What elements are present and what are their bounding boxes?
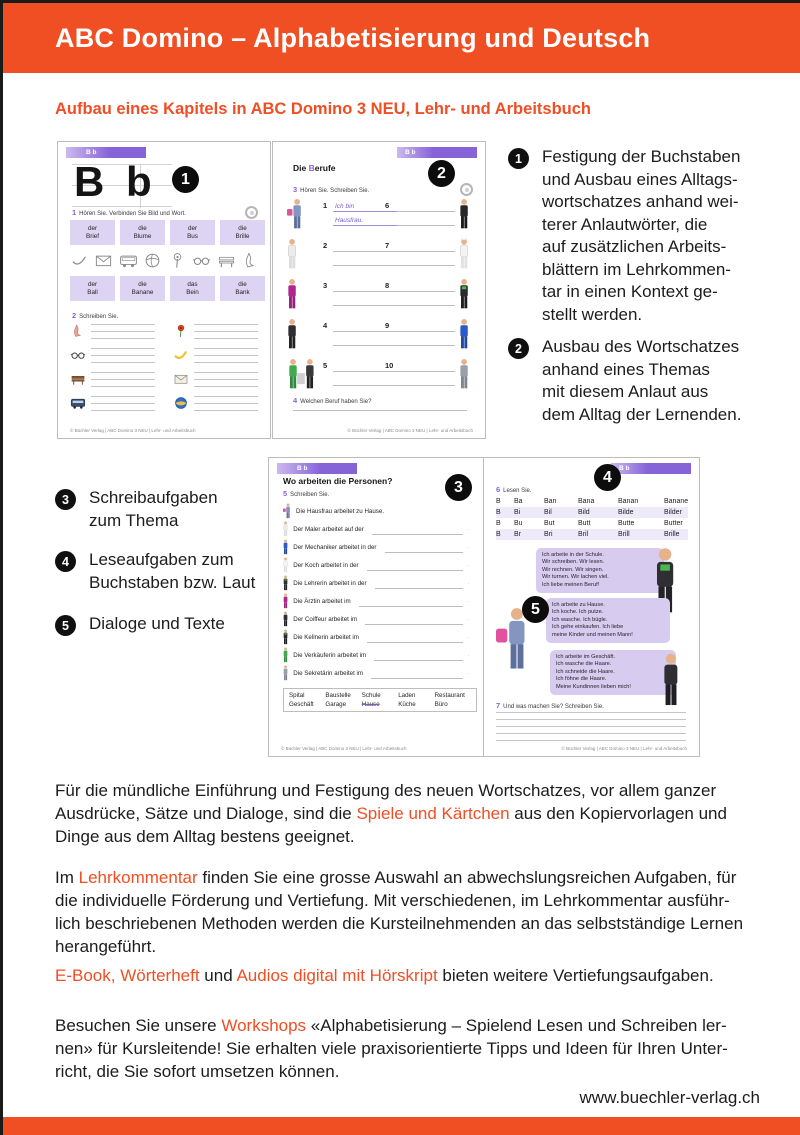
- annotation-number: 5: [55, 615, 76, 636]
- chapter-tab: B b: [611, 463, 691, 474]
- annotation-number: 4: [55, 551, 76, 572]
- coiffeur-photo: [287, 318, 298, 350]
- audio-icon: [460, 183, 473, 196]
- answer-line: [333, 385, 407, 386]
- word-bank-item: Büro: [434, 701, 448, 708]
- sentence-row: Die Kellnerin arbeitet im .: [283, 628, 469, 646]
- sentence-text: Die Ärztin arbeitet im: [293, 597, 351, 605]
- annotation-badge-3: 3: [445, 474, 472, 501]
- annotation-number: 1: [508, 148, 529, 169]
- reading-cell: Ban: [544, 498, 557, 505]
- koch-photo: [459, 238, 470, 270]
- writing-item: [70, 347, 159, 363]
- annotation-text: Dialoge und Texte: [89, 614, 225, 633]
- answer-line: [333, 331, 407, 332]
- exercise-2-label: 2 Schreiben Sie.: [72, 311, 119, 320]
- answer-line: [333, 225, 407, 226]
- paragraph-lehrkommentar: [55, 866, 770, 958]
- sheet-footer: © Büchler Verlag | ABC Domino 3 NEU | Lehr- und Arbeitsbuch: [347, 428, 473, 433]
- reading-cell: Bilder: [664, 509, 682, 516]
- letter-guide: [72, 158, 172, 208]
- word-card: die Banane: [120, 276, 165, 301]
- text-run: bieten weitere Vertiefungsaufgaben.: [437, 966, 714, 985]
- sentence-text: Die Kellnerin arbeitet im: [293, 633, 359, 641]
- header-bar: [0, 3, 800, 73]
- kellner-photo: [459, 198, 470, 230]
- sentence-row: Die Verkäuferin arbeitet im .: [283, 646, 469, 664]
- writing-lines: [91, 372, 155, 387]
- exercise-1-label: 1 Hören Sie. Verbinden Sie Bild und Wort.: [72, 208, 186, 217]
- profession-row: [273, 357, 485, 397]
- sheet-footer: © Büchler Verlag | ABC Domino 3 NEU | Lehr- und Arbeitsbuch: [561, 746, 687, 751]
- chapter-tab: B b: [66, 147, 146, 158]
- reading-cell: Bana: [578, 498, 595, 505]
- annotation-text: Schreibaufgaben zum Thema: [89, 488, 218, 530]
- verkaeuferin-photo: [283, 647, 288, 663]
- profession-row: [273, 237, 485, 277]
- sentence-row: Der Koch arbeitet in der .: [283, 556, 469, 574]
- sekretaerin-photo: [283, 665, 288, 681]
- answer-line: [397, 331, 455, 332]
- text-run: aus den Kopiervorlagen und: [509, 804, 727, 823]
- text-run: Ausdrücke, Sätze und Dialoge, sind die: [55, 804, 357, 823]
- speech-bubble: Ich arbeite im Geschäft. Ich wasche die Haare. Ich schneide die Haare. Ich föhne die Haare. Meine Kundinnen lieben mich!: [550, 650, 676, 695]
- text-run: Für die mündliche Einführung und Festigung des neuen Wortschatzes, vor allem ganzer: [55, 781, 717, 800]
- writing-item: [173, 371, 262, 387]
- reading-cell: Bilde: [618, 509, 634, 516]
- reading-cell: Brill: [618, 531, 630, 538]
- footer-bar: [0, 1117, 800, 1135]
- annotation-item-5: [55, 613, 225, 636]
- answer-line: [333, 211, 407, 212]
- text-run: nen» für Kursleitende! Sie erhalten viele praxisorientierte Tipps und Ideen für Ihren Unter-: [55, 1039, 728, 1058]
- word-bank-item: Geschäft: [289, 701, 314, 708]
- answer-line: [397, 251, 455, 252]
- word-bank: [283, 688, 477, 712]
- text-run: herangeführt.: [55, 937, 157, 956]
- reading-row: [496, 507, 688, 518]
- text-run: Besuchen Sie unsere: [55, 1016, 222, 1035]
- text-run: erufe: [314, 163, 336, 173]
- text-run: lich beschriebenen Methoden werden die Kursteilnehmenden an das selbstständige Lernen: [55, 914, 744, 933]
- highlight-text: Audios digital mit Hörskript: [236, 966, 438, 985]
- word-row-1: [70, 220, 265, 245]
- sentence-row: Die Ärztin arbeitet im .: [283, 592, 469, 610]
- answer-line: [397, 371, 455, 372]
- reading-row: [496, 496, 688, 507]
- handwritten-answer: Hausfrau.: [335, 217, 364, 224]
- reading-cell: Bi: [514, 509, 521, 516]
- flower-icon: [168, 251, 187, 270]
- annotation-text: Festigung der Buchstaben und Ausbau eines Alltags- wortschatzes anhand wei- terer Anlautwörter, die auf zusätzlichen Arbeits- blättern im Lehrkommen- tar in einen Kontext ge- stellt werden.: [542, 147, 741, 324]
- bench-icon: [70, 371, 86, 387]
- ball-icon: [173, 395, 189, 411]
- word-bank-item: Laden: [398, 692, 416, 699]
- item-number: 6: [385, 201, 390, 210]
- reading-table: [496, 496, 688, 540]
- annotation-number: 2: [508, 338, 529, 359]
- page-edge-top: [0, 0, 800, 3]
- word-card: die Brille: [220, 220, 265, 245]
- annotation-badge-2: 2: [428, 160, 455, 187]
- writing-item: [173, 347, 262, 363]
- annotation-item-2: [508, 336, 741, 426]
- flower-icon: [173, 323, 189, 339]
- reading-cell: B: [496, 509, 501, 516]
- answer-blank: [372, 524, 463, 535]
- mechaniker-photo: [459, 318, 470, 350]
- answer-line: [333, 345, 407, 346]
- paragraph-workshops: [55, 1014, 770, 1083]
- koch-photo: [283, 557, 288, 573]
- answer-line: [333, 291, 407, 292]
- word-card: der Bus: [170, 220, 215, 245]
- picture-row: [70, 250, 260, 270]
- writing-item: [70, 323, 159, 339]
- answer-line: [397, 345, 455, 346]
- annotation-number: 3: [55, 489, 76, 510]
- speech-bubble: Ich arbeite zu Hause. Ich koche. Ich putze. Ich wasche. Ich bügle. Ich gehe einkaufen. Ich liebe meine Kinder und meinen Mann!: [546, 598, 670, 643]
- writing-item: [173, 323, 262, 339]
- annotation-item-1: [508, 146, 740, 326]
- sheet-title: [293, 163, 336, 173]
- section-title: Aufbau eines Kapitels in ABC Domino 3 NEU, Lehr- und Arbeitsbuch: [55, 100, 591, 118]
- item-number: 2: [323, 241, 328, 250]
- sentence-text: Der Koch arbeitet in der: [293, 561, 359, 569]
- annotation-item-3: [55, 487, 218, 532]
- kellnerin-photo: [459, 278, 470, 310]
- writing-lines: [91, 324, 155, 339]
- maler-photo: [283, 521, 288, 537]
- sentence-text: Der Mechaniker arbeitet in der: [293, 543, 377, 551]
- sheet-footer: © Büchler Verlag | ABC Domino 3 NEU | Lehr- und Arbeitsbuch: [281, 746, 407, 751]
- profession-row: [273, 277, 485, 317]
- writing-lines: [194, 396, 258, 411]
- handwritten-answer: Ich bin: [335, 203, 355, 210]
- reading-row: [496, 529, 688, 540]
- kellnerin-photo: [283, 629, 288, 645]
- writing-lines: [91, 396, 155, 411]
- item-number: 3: [323, 281, 328, 290]
- writing-grid: [70, 323, 262, 411]
- annotation-badge-1: 1: [172, 166, 199, 193]
- writing-lines: [194, 372, 258, 387]
- writing-lines: [91, 348, 155, 363]
- page-title: ABC Domino – Alphabetisierung und Deutsch: [55, 22, 651, 53]
- worksheet-page-2: [272, 141, 486, 439]
- exercise-3-label: 3 Hören Sie. Schreiben Sie.: [293, 185, 370, 194]
- exercise-7-label: 7 Und was machen Sie? Schreiben Sie.: [496, 701, 604, 710]
- text-run: richt, die Sie sofort umsetzen können.: [55, 1062, 340, 1081]
- reading-cell: Butte: [618, 520, 635, 527]
- annotation-text: Ausbau des Wortschatzes anhand eines Themas mit diesem Anlaut aus dem Alltag der Lernenden.: [542, 337, 742, 424]
- answer-line: [397, 305, 455, 306]
- highlight-text: E-Book, Wörterheft: [55, 966, 200, 985]
- paragraph-spiele: [55, 779, 770, 848]
- answer-blank: [385, 542, 463, 553]
- answer-blank: [371, 668, 463, 679]
- reading-cell: But: [544, 520, 555, 527]
- sekretaerin-photo: [459, 358, 470, 390]
- speech-bubble: Ich arbeite in der Schule. Wir schreiben. Wir lesen. Wir rechnen. Wir singen. Wir turnen. Wir lachen viel. Ich liebe meinen Beruf!: [536, 548, 664, 593]
- word-bank-item: Baustelle: [325, 692, 351, 699]
- bench-icon: [217, 251, 236, 270]
- worksheet-page-3: [268, 457, 485, 757]
- sentence-row: [283, 502, 469, 520]
- item-number: 7: [385, 241, 390, 250]
- sentence-text: Die Verkäuferin arbeitet im: [293, 651, 367, 659]
- text-run: «Alphabetisierung – Spielend Lesen und Schreiben ler-: [306, 1016, 727, 1035]
- reading-cell: Butt: [578, 520, 591, 527]
- sentence-text: Die Sekretärin arbeitet im: [293, 669, 364, 677]
- reading-cell: Ba: [514, 498, 523, 505]
- answer-line: [397, 265, 455, 266]
- answer-line: [397, 291, 455, 292]
- answer-line: [397, 225, 455, 226]
- answer-line: [333, 305, 407, 306]
- reading-cell: B: [496, 520, 501, 527]
- sentence-rows: [283, 502, 469, 682]
- exercise-5-label: 5 Schreiben Sie.: [283, 489, 330, 498]
- reading-cell: Bril: [578, 531, 589, 538]
- profession-rows: [273, 197, 485, 397]
- text-run: finden Sie eine grosse Auswahl an abwechslungsreichen Aufgaben, für: [197, 868, 737, 887]
- word-bank-item: Schule: [361, 692, 381, 699]
- item-number: 8: [385, 281, 390, 290]
- item-number: 5: [323, 361, 328, 370]
- word-bank-item: Küche: [398, 701, 416, 708]
- chapter-tab: B b: [277, 463, 357, 474]
- reading-cell: B: [496, 498, 501, 505]
- sentence-row: Der Coiffeur arbeitet im .: [283, 610, 469, 628]
- highlight-text: B: [308, 163, 315, 173]
- aerztin-photo: [283, 593, 288, 609]
- reading-row: [496, 518, 688, 529]
- word-card: das Bein: [170, 276, 215, 301]
- word-bank-item: Spital: [289, 692, 305, 699]
- text-run: und: [199, 966, 237, 985]
- writing-lines: [496, 712, 686, 745]
- glasses-icon: [70, 347, 86, 363]
- reading-cell: Br: [514, 531, 521, 538]
- lehrerin-photo: [283, 575, 288, 591]
- sheet-footer: © Büchler Verlag | ABC Domino 3 NEU | Lehr- und Arbeitsbuch: [70, 428, 196, 433]
- exercise-4-label: 4 Welchen Beruf haben Sie?: [293, 396, 372, 405]
- banana-icon: [173, 347, 189, 363]
- highlight-text: Spiele und Kärtchen: [356, 804, 510, 823]
- website-link[interactable]: www.buechler-verlag.ch: [579, 1088, 760, 1107]
- page-edge-left: [0, 0, 3, 1135]
- answer-blank: [359, 596, 463, 607]
- word-card: der Ball: [70, 276, 115, 301]
- answer-blank: [365, 614, 462, 625]
- answer-blank: [375, 578, 463, 589]
- ball-icon: [143, 251, 162, 270]
- coiffeur-photo: [662, 652, 680, 708]
- annotation-badge-5: 5: [522, 596, 549, 623]
- reading-cell: Bild: [578, 509, 590, 516]
- word-bank-item: Garage: [325, 701, 347, 708]
- paragraph-ebook: [55, 964, 770, 987]
- sheet-title: Wo arbeiten die Personen?: [283, 476, 393, 486]
- letter-icon: [173, 371, 189, 387]
- audio-icon: [245, 206, 258, 219]
- chapter-tab: B b: [397, 147, 477, 158]
- writing-item: [173, 395, 262, 411]
- reading-cell: Bil: [544, 509, 552, 516]
- highlight-text: Workshops: [221, 1016, 307, 1035]
- reading-cell: Banan: [618, 498, 639, 505]
- sentence-row: Der Mechaniker arbeitet in der .: [283, 538, 469, 556]
- sentence-row: Die Sekretärin arbeitet im .: [283, 664, 469, 682]
- annotation-text: Leseaufgaben zum Buchstaben bzw. Laut: [89, 550, 256, 592]
- sentence-text: Der Coiffeur arbeitet im: [293, 615, 358, 623]
- banana-icon: [70, 251, 89, 270]
- annotation-item-4: [55, 549, 255, 594]
- text-run: Im: [55, 868, 79, 887]
- answer-blank: [367, 632, 463, 643]
- maler-photo: [287, 238, 298, 270]
- worksheet-page-4: [483, 457, 700, 757]
- answer-line: [333, 371, 407, 372]
- sentence-row: Die Lehrerin arbeitet in der .: [283, 574, 469, 592]
- sentence-text: Die Lehrerin arbeitet in der: [293, 579, 367, 587]
- reading-cell: Brille: [664, 531, 680, 538]
- aerztin-photo: [287, 278, 298, 310]
- hausfrau-photo: [287, 198, 303, 230]
- reading-cell: B: [496, 531, 501, 538]
- glasses-icon: [192, 251, 211, 270]
- hausfrau-photo: [283, 503, 291, 519]
- big-letters: B b: [74, 158, 157, 205]
- sentence-text: Die Hausfrau arbeitet zu Hause.: [296, 507, 385, 515]
- writing-lines: [194, 324, 258, 339]
- answer-line: [333, 251, 407, 252]
- sentence-text: Der Maler arbeitet auf der: [293, 525, 364, 533]
- writing-item: [70, 371, 159, 387]
- answer-line: [333, 265, 407, 266]
- answer-line: [397, 385, 455, 386]
- reading-cell: Bri: [544, 531, 553, 538]
- item-number: 4: [323, 321, 328, 330]
- word-card: die Blume: [120, 220, 165, 245]
- word-bank-item: Hause: [361, 701, 380, 708]
- item-number: 9: [385, 321, 390, 330]
- word-bank-item: Restaurant: [434, 692, 465, 699]
- text-run: Dinge aus dem Alltag bestens geeignet.: [55, 827, 355, 846]
- coiffeur-photo: [283, 611, 288, 627]
- reading-cell: Bu: [514, 520, 523, 527]
- leg-icon: [70, 323, 86, 339]
- bus-icon: [70, 395, 86, 411]
- answer-blank: [374, 650, 462, 661]
- worksheet-page-1: [57, 141, 271, 439]
- answer-line: [397, 211, 455, 212]
- highlight-text: Lehrkommentar: [78, 868, 198, 887]
- item-number: 1: [323, 201, 328, 210]
- writing-item: [70, 395, 159, 411]
- reading-cell: Butter: [664, 520, 683, 527]
- bus-icon: [119, 251, 138, 270]
- word-row-2: [70, 276, 265, 301]
- writing-lines: [194, 348, 258, 363]
- annotation-badge-4: 4: [594, 464, 621, 491]
- sentence-row: Der Maler arbeitet auf der .: [283, 520, 469, 538]
- answer-blank: [367, 560, 463, 571]
- profession-row: [273, 197, 485, 237]
- reading-cell: Banane: [664, 498, 689, 505]
- letter-icon: [94, 251, 113, 270]
- leg-icon: [241, 251, 260, 270]
- exercise-6-label: 6 Lesen Sie.: [496, 485, 532, 494]
- text-run: die individuelle Förderung und Vertiefung. Mit verschiedenen, im Lehrkommentar ausführ-: [55, 891, 730, 910]
- word-card: die Bank: [220, 276, 265, 301]
- profession-row: [273, 317, 485, 357]
- laden-szene-photo: [287, 358, 314, 390]
- mechaniker-photo: [283, 539, 288, 555]
- word-card: der Brief: [70, 220, 115, 245]
- item-number: 10: [385, 361, 394, 370]
- writing-line: [293, 410, 467, 411]
- text-run: Die: [293, 163, 309, 173]
